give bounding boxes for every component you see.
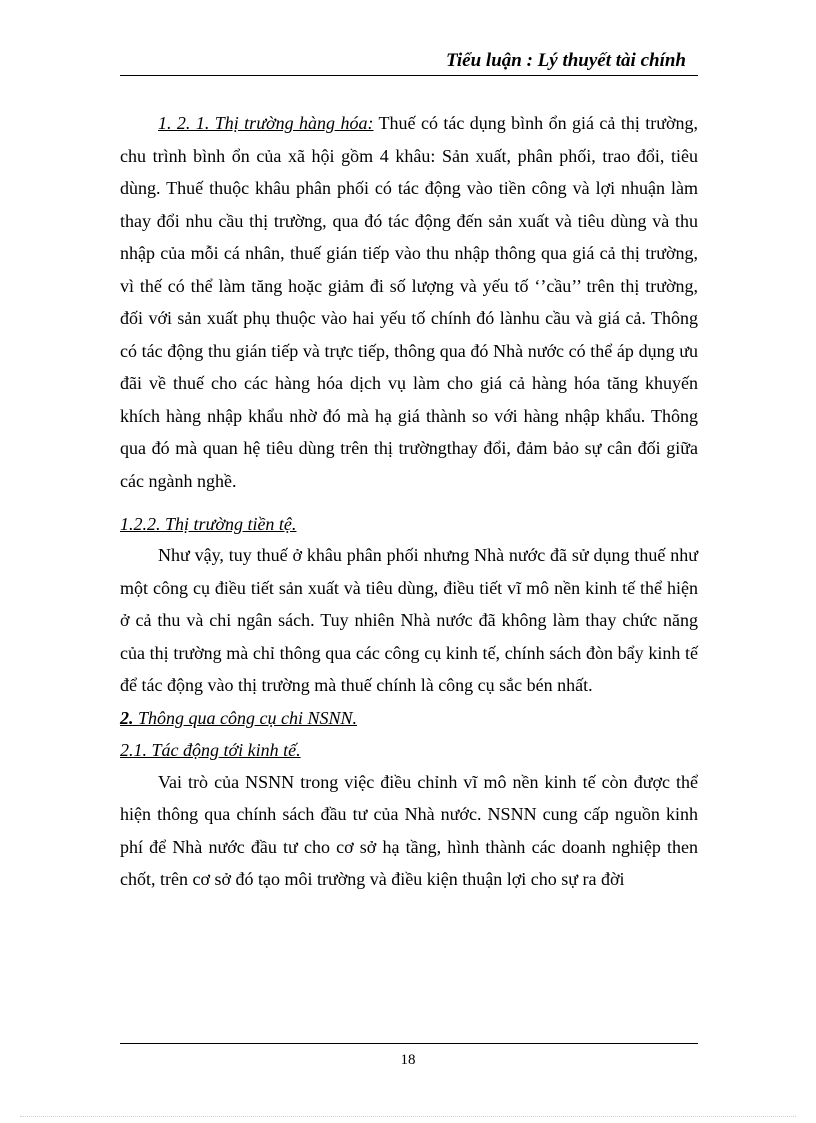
section-heading-2-text: Thông qua công cụ chi NSNN. [133, 707, 357, 728]
document-body [120, 107, 698, 896]
section-heading-2 [120, 702, 698, 734]
paragraph-economic-impact: Vai trò của NSNN trong việc điều chỉnh vĩ mô nền kinh tế còn được thể hiện thông qua chính sách đầu tư của Nhà nước. NSNN cung cấp nguồn kinh phí để Nhà nước đầu tư cho cơ sở hạ tầng, hình thành các doanh nghiệp then chốt, trên cơ sở đó tạo môi trường và điều kiện thuận lợi cho sự ra đời [120, 771, 698, 889]
paragraph-money-market: Như vậy, tuy thuế ở khâu phân phối nhưng Nhà nước đã sử dụng thuế như một công cụ điều tiết sản xuất và tiêu dùng, điều tiết vĩ mô nền kinh tế thể hiện ở cả thu và chi ngân sách. Tuy nhiên Nhà nước đã không làm thay chức năng của thị trường mà chỉ thông qua các công cụ kinh tế, chính sách đòn bẩy kinh tế để tác động vào thị trường mà thuế chính là công cụ sắc bén nhất. [120, 545, 698, 695]
paragraph-market-goods [120, 107, 698, 497]
page-edge-divider [20, 1116, 796, 1117]
footer-rule [120, 1043, 698, 1044]
section-heading-1-2-2: 1.2.2. Thị trường tiền tệ. [120, 514, 297, 534]
section-heading-1-2-1: 1. 2. 1. Thị trường hàng hóa: [158, 113, 374, 133]
page-number: 18 [400, 1052, 416, 1068]
section-heading-2-1: 2.1. Tác động tới kinh tế. [120, 739, 301, 760]
paragraph-text-1-2-1: Thuế có tác dụng bình ổn giá cả thị trường, chu trình bình ổn của xã hội gồm 4 khâu: Sản xuất, phân phối, trao đổi, tiêu dùng. Thuế thuộc khâu phân phối có tác động vào tiền công và lợi nhuận làm thay đổi nhu cầu thị trường, qua đó tác động đến sản xuất và tiêu dùng và thu nhập của mỗi cá nhân, thuế gián tiếp vào thu nhập thông qua giá cả thị trường, vì thế có thể làm tăng hoặc giảm đi số lượng và yếu tố ‘’cầu’’ trên thị trường, đối với sản xuất phụ thuộc vào hai yếu tố chính đó lànhu cầu và giá cả. Thông có tác động thu gián tiếp và trực tiếp, thông qua đó Nhà nước có thể áp dụng ưu đãi về thuế cho các hàng hóa dịch vụ làm cho giá cả hàng hóa tăng khuyến khích hàng nhập khẩu nhờ đó mà hạ giá thành so với hàng nhập khẩu. Thông qua đó mà quan hệ tiêu dùng trên thị trườngthay đổi, đảm bảo sự cân đối giữa các ngành nghề. [120, 113, 699, 491]
header-rule [120, 75, 698, 76]
running-header-title: Tiểu luận : Lý thuyết tài chính [446, 50, 686, 71]
section-number-2: 2. [120, 707, 134, 728]
